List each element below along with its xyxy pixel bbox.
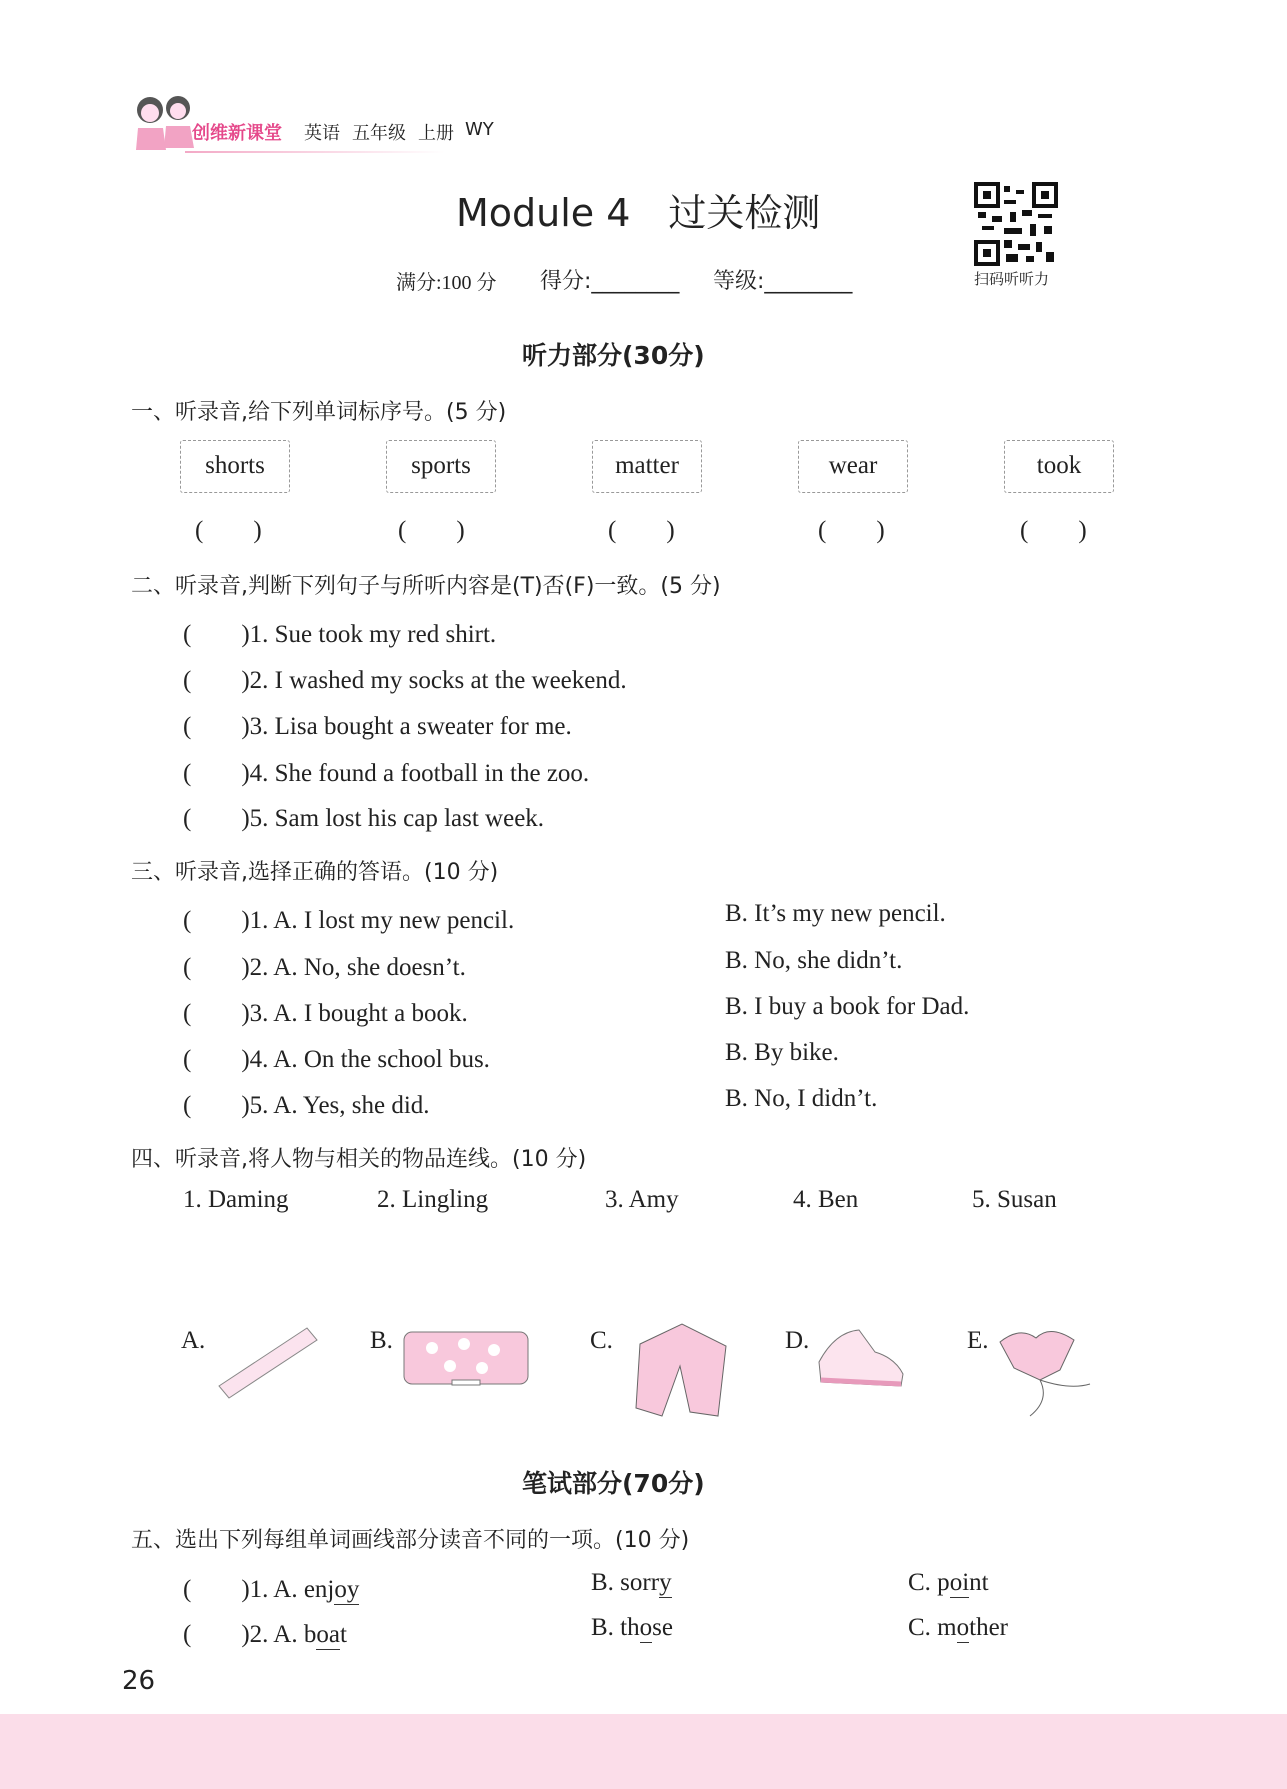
person: 2. Lingling [377,1186,489,1213]
person: 3. Amy [605,1186,679,1213]
answer-blank[interactable]: ( ) [398,517,465,544]
answer-blank[interactable]: ( ) [608,517,675,544]
phonics-item-1-b: B. sorry [591,1569,672,1596]
listening-heading: 听力部分(30分) [522,341,705,370]
footer-band [0,1714,1287,1789]
word-box: wear [798,440,908,493]
full-score: 满分:100 分 [396,272,497,294]
option-label: B. [370,1327,393,1354]
person: 4. Ben [793,1186,859,1213]
score-field: 得分:________ [540,269,680,294]
kite-icon [990,1320,1094,1420]
subject: 英语 [304,123,340,144]
choice-a: ( )4. A. On the school bus. [183,1046,490,1073]
answer-blank[interactable]: ( ) [1020,517,1087,544]
sneakers-icon [815,1322,907,1392]
page-number: 26 [122,1666,156,1696]
tf-item: ( )5. Sam lost his cap last week. [183,805,545,832]
person: 1. Daming [183,1186,289,1213]
choice-a: ( )3. A. I bought a book. [183,1000,468,1027]
page-title: Module 4 过关检测 [456,191,821,235]
writing-heading: 笔试部分(70分) [522,1469,705,1498]
section-2-title: 二、听录音,判断下列句子与所听内容是(T)否(F)一致。(5 分) [131,574,721,599]
qr-label: 扫码听听力 [974,270,1050,288]
section-4-title: 四、听录音,将人物与相关的物品连线。(10 分) [131,1147,587,1172]
tf-item: ( )1. Sue took my red shirt. [183,621,497,648]
grade: 五年级 [352,123,406,144]
option-label: D. [785,1327,810,1354]
brand-name: 创维新课堂 [192,123,282,144]
word-box: took [1004,440,1114,493]
tf-item: ( )2. I washed my socks at the weekend. [183,667,627,694]
answer-blank[interactable]: ( ) [195,517,262,544]
choice-b: B. No, I didn’t. [725,1085,878,1112]
shorts-icon [630,1320,734,1420]
phonics-item-1-a: ( )1. A. enjoy [183,1576,360,1603]
choice-b: B. No, she didn’t. [725,947,903,974]
answer-blank[interactable]: ( ) [818,517,885,544]
choice-a: ( )2. A. No, she doesn’t. [183,954,466,981]
word-box: sports [386,440,496,493]
choice-a: ( )5. A. Yes, she did. [183,1092,430,1119]
edition: WY [465,119,494,140]
option-label: E. [967,1327,989,1354]
option-label: C. [590,1327,613,1354]
header-divider [185,151,445,153]
choice-b: B. It’s my new pencil. [725,900,946,927]
phonics-item-2-a: ( )2. A. boat [183,1621,347,1648]
option-label: A. [181,1327,206,1354]
qr-code[interactable] [974,182,1058,266]
phonics-item-2-c: C. mother [908,1614,1008,1641]
ruler-icon [215,1320,321,1400]
pencil-case-icon [402,1328,530,1390]
phonics-item-1-c: C. point [908,1569,989,1596]
tf-item: ( )3. Lisa bought a sweater for me. [183,713,572,740]
word-box: matter [592,440,702,493]
word-box: shorts [180,440,290,493]
person: 5. Susan [972,1186,1057,1213]
section-5-title: 五、选出下列每组单词画线部分读音不同的一项。(10 分) [131,1528,690,1553]
choice-a: ( )1. A. I lost my new pencil. [183,907,515,934]
phonics-item-2-b: B. those [591,1614,673,1641]
volume: 上册 [418,123,454,144]
tf-item: ( )4. She found a football in the zoo. [183,760,590,787]
choice-b: B. By bike. [725,1039,839,1066]
choice-b: B. I buy a book for Dad. [725,993,970,1020]
section-1-title: 一、听录音,给下列单词标序号。(5 分) [131,400,507,425]
grade-field: 等级:________ [713,269,853,294]
section-3-title: 三、听录音,选择正确的答语。(10 分) [131,860,499,885]
